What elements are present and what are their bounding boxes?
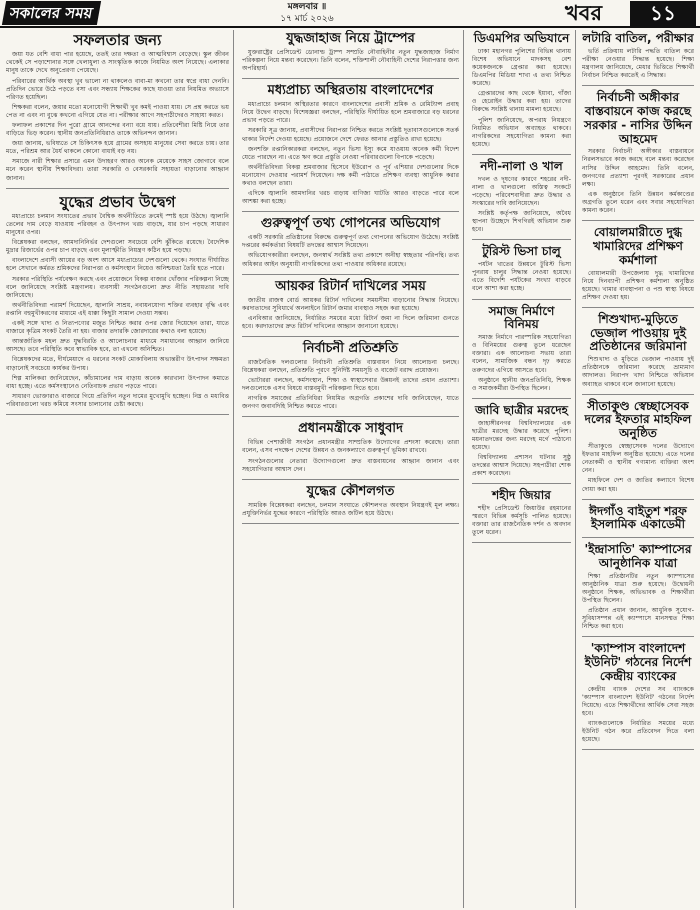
- article-paragraph: নাগরিক সমাজের প্রতিনিধিরা নিয়মিত অগ্রগতি প্রকাশের দাবি জানিয়েছেন, যাতে জনগণ জবাবদিহি নিশ্চিত করতে পারে।: [242, 395, 459, 411]
- article-headline: 'ক্যাম্পাস বাংলাদেশ ইউনিট' গঠনের নির্দেশ কেন্দ্রীয় ব্যাংকের: [584, 641, 692, 684]
- article-paragraph: ঢাকা মহানগর পুলিশের বিভিন্ন থানায় বিশেষ অভিযানে মাদকসহ বেশ কয়েকজনকে গ্রেপ্তার করা হয়েছে। ডিএমপির মিডিয়া শাখা এ তথ্য নিশ্চিত করেছে।: [472, 47, 571, 88]
- article-paragraph: ফলাফল প্রকাশের দিন পুরো গ্রামে আনন্দের বন্যা বয়ে যায়। প্রতিবেশীরা মিষ্টি নিয়ে তার বাড়িতে ভিড় করেন। স্থানীয় জনপ্রতিনিধিরাও তাকে অভিনন্দন জানান।: [6, 122, 229, 138]
- issue-day: মঙ্গলবার ॥: [287, 2, 327, 12]
- article-paragraph: শিল্প মালিকরা জানিয়েছেন, কাঁচামালের দাম বাড়ায় অনেক কারখানা উৎপাদন কমাতে বাধ্য হচ্ছে। এতে কর্মসংস্থানেও নেতিবাচক প্রভাব পড়তে পারে।: [6, 374, 229, 390]
- article-headline: যুদ্ধের প্রভাব উদ্বেগ: [59, 192, 176, 211]
- article-body: [472, 48, 571, 149]
- article-paragraph: আন্তর্জাতিক মহল দ্রুত যুদ্ধবিরতি ও আলোচনার মাধ্যমে সমাধানের আহ্বান জানিয়ে আসছে। তবে পরিস্থিতি কবে স্বাভাবিক হবে, তা এখনো অনিশ্চিত।: [6, 338, 229, 354]
- article: [582, 640, 694, 750]
- article-paragraph: জাতীয় রাজস্ব বোর্ড আয়কর রিটার্ন দাখিলের সময়সীমা বাড়ানোর সিদ্ধান্ত নিয়েছে। করদাতাদের সুবিধার্থে অনলাইনে রিটার্ন জমার ব্যবস্থাও সহজ করা হয়েছে।: [242, 296, 459, 312]
- article: [582, 503, 694, 539]
- article-paragraph: সংশ্লিষ্ট কর্তৃপক্ষ জানিয়েছে, অবৈধ স্থাপনা উচ্ছেদে শিগগিরই অভিযান শুরু হবে।: [472, 210, 571, 234]
- article: [6, 30, 229, 189]
- article: [582, 398, 694, 500]
- article-paragraph: শিশুখাদ্য ও মুড়িতে ভেজাল পাওয়ায় দুই প্রতিষ্ঠানকে জরিমানা করেছে ভ্রাম্যমাণ আদালত। নিরাপদ খাদ্য নিশ্চিতে অভিযান অব্যাহত থাকবে বলে জানানো হয়েছে।: [582, 356, 694, 388]
- article: [472, 243, 571, 299]
- article-paragraph: সমাজে নারী শিক্ষার প্রসারে এমন উদাহরণ আরও অনেক মেয়েকে সাহস জোগাবে বলে মনে করেন স্থানীয় শিক্ষাবিদরা। তারা সরকারি ও বেসরকারি সহায়তা বাড়ানোর আহ্বান জানান।: [6, 158, 229, 182]
- article: [242, 215, 459, 274]
- article-paragraph: দখল ও দূষণের কারণে শহরের নদী-নালা ও খালগুলো অস্তিত্ব সংকটে পড়েছে। পরিবেশবাদীরা দ্রুত উদ্ধার ও সংস্কারের দাবি জানিয়েছেন।: [472, 175, 571, 207]
- article-body: [582, 148, 694, 215]
- article-paragraph: রাজনৈতিক দলগুলোর নির্বাচনী প্রতিশ্রুতি বাস্তবায়ন নিয়ে আলোচনা চলছে। বিশ্লেষকরা বলছেন, প্রতিশ্রুতি পূরণে সুনির্দিষ্ট সময়সূচি ও বাজেট বরাদ্দ প্রয়োজন।: [242, 358, 459, 374]
- article-headline: যুদ্ধের কৌশলগত: [306, 483, 395, 499]
- article-body: [242, 297, 459, 331]
- article-paragraph: শহীদ প্রেসিডেন্ট জিয়াউর রহমানের স্মরণে বিভিন্ন কর্মসূচি পালিত হয়েছে। বক্তারা তার রাজনৈতিক দর্শন ও অবদান তুলে ধরেন।: [472, 505, 571, 537]
- article-body: [242, 359, 459, 412]
- article-paragraph: সীতাকুণ্ডে স্বেচ্ছাসেবক দলের উদ্যোগে ইফতার মাহফিল অনুষ্ঠিত হয়েছে। এতে দলের নেতাকর্মী ও স্থানীয় গণ্যমান্য ব্যক্তিরা অংশ নেন।: [582, 443, 694, 475]
- article-paragraph: সাধারণ ভোক্তারাও বাজারে গিয়ে প্রতিদিন নতুন দামের মুখোমুখি হচ্ছেন। নিম্ন ও মধ্যবিত্ত পরিবারগুলো খরচ কমিয়ে সংসার চালানোর চেষ্টা করছে।: [6, 392, 229, 408]
- masthead: [0, 0, 700, 28]
- article-paragraph: অভিযোগকারীরা বলছেন, জনস্বার্থ সংশ্লিষ্ট তথ্য প্রকাশে অনীহা স্বচ্ছতার পরিপন্থি। তথ্য অধিকার আইন অনুযায়ী নাগরিকদের তথ্য পাওয়ার অধিকার রয়েছে।: [242, 252, 459, 268]
- article-paragraph: পুলিশ জানিয়েছে, অপরাধ নিয়ন্ত্রণে নিয়মিত অভিযান অব্যাহত থাকবে। নাগরিকদের সহযোগিতা কামনা করা হয়েছে।: [472, 116, 571, 148]
- article-body: [582, 48, 694, 80]
- article-body: [242, 234, 459, 268]
- article-headline: যুদ্ধজাহাজ নিয়ে ট্রাম্পের: [286, 31, 415, 46]
- article-headline: জাবি ছাত্রীর মরদেহ: [475, 402, 568, 417]
- article: [472, 487, 571, 543]
- article: [582, 541, 694, 637]
- section-name: খবর: [565, 0, 603, 25]
- article-paragraph: এদিকে জ্বালানি আমদানির খরচ বাড়ায় বাণিজ্য ঘাটতি আরও বাড়তে পারে বলে আশঙ্কা করা হচ্ছে।: [242, 190, 459, 206]
- article-body: [242, 439, 459, 473]
- article-body: [582, 270, 694, 302]
- article-paragraph: জাহাঙ্গীরনগর বিশ্ববিদ্যালয়ের এক ছাত্রীর মরদেহ উদ্ধার করেছে পুলিশ। ময়নাতদন্তের জন্য মরদেহ মর্গে পাঠানো হয়েছে।: [472, 419, 571, 451]
- article-paragraph: অর্থনীতিবিদরা বিকল্প শ্রমবাজার হিসেবে ইউরোপ ও পূর্ব এশিয়ার দেশগুলোর দিকে মনোযোগ দেওয়ার পরামর্শ দিয়েছেন। দক্ষ কর্মী পাঠাতে প্রশিক্ষণ ব্যবস্থা আধুনিক করার কথাও বলছেন তারা।: [242, 163, 459, 187]
- article-paragraph: শিক্ষকরা বলেন, জয়ার মতো মনোযোগী শিক্ষার্থী খুব কমই পাওয়া যায়। সে প্রশ্ন করতে ভয় পেত না এবং না বুঝে কখনো এগিয়ে যেত না। পরীক্ষার আগে সহপাঠীদেরও সাহায্য করত।: [6, 103, 229, 119]
- column-right: [578, 30, 698, 908]
- article-paragraph: বিশ্লেষকদের মতে, দীর্ঘমেয়াদে এ ধরনের সংকট মোকাবিলায় অভ্যন্তরীণ উৎপাদন সক্ষমতা বাড়ানোই সবচেয়ে কার্যকর উপায়।: [6, 356, 229, 372]
- article: [582, 224, 694, 308]
- article-paragraph: সরকারি সূত্র জানায়, প্রবাসীদের নিরাপত্তা নিশ্চিত করতে সংশ্লিষ্ট দূতাবাসগুলোকে সতর্ক থাকার নির্দেশ দেওয়া হয়েছে। প্রয়োজনে দেশে ফেরত আনার প্রস্তুতিও রাখা হয়েছে।: [242, 127, 459, 143]
- article-body: [472, 420, 571, 479]
- article-body: [582, 686, 694, 745]
- article-body: [472, 261, 571, 293]
- article: [582, 311, 694, 395]
- article-headline: নদী-নালা ও খাল: [480, 158, 563, 173]
- article-paragraph: মধ্যপ্রাচ্যে চলমান সংঘাতের প্রভাব বৈশ্বিক অর্থনীতিতে ক্রমেই স্পষ্ট হয়ে উঠছে। জ্বালানি তেলের দাম বেড়ে যাওয়ায় পরিবহন ও উৎপাদন খরচ বাড়ছে, যার চাপ পড়ছে সাধারণ মানুষের ওপর।: [6, 212, 229, 237]
- article: [472, 30, 571, 155]
- article-paragraph: সরকার পরিস্থিতি পর্যবেক্ষণ করছে এবং প্রয়োজনে বিকল্প বাজার খোঁজার পরিকল্পনা নিচ্ছে বলে জানিয়েছে সংশ্লিষ্ট মন্ত্রণালয়। ব্যবসায়ী সংগঠনগুলো দ্রুত নীতি সহায়তার দাবি জানিয়েছে।: [6, 275, 229, 299]
- article-body: [242, 502, 459, 518]
- article-paragraph: মধ্যপ্রাচ্যে চলমান অস্থিরতার কারণে বাংলাদেশের প্রবাসী শ্রমিক ও রেমিট্যান্স প্রবাহ নিয়ে উদ্বেগ বাড়ছে। বিশেষজ্ঞরা বলছেন, পরিস্থিতি দীর্ঘায়িত হলে শ্রমবাজারে বড় ধরনের প্রভাব পড়তে পারে।: [242, 101, 459, 125]
- article-headline: নির্বাচনী প্রতিশ্রুতি: [303, 340, 398, 356]
- article-paragraph: শিক্ষা প্রতিষ্ঠানটির নতুন ক্যাম্পাসের আনুষ্ঠানিক যাত্রা শুরু হয়েছে। উদ্বোধনী অনুষ্ঠানে শিক্ষক, অভিভাবক ও শিক্ষার্থীরা উপস্থিত ছিলেন।: [582, 572, 694, 605]
- column-middle: [238, 30, 464, 908]
- article-body: [582, 356, 694, 388]
- article-paragraph: একটি সরকারি প্রতিষ্ঠানের বিরুদ্ধে গুরুত্বপূর্ণ তথ্য গোপনের অভিযোগ উঠেছে। সংশ্লিষ্ট দপ্তরের কর্মকর্তারা বিষয়টি তদন্তের আশ্বাস দিয়েছেন।: [242, 234, 459, 250]
- article-paragraph: সরকার নির্বাচনী অঙ্গীকার বাস্তবায়নে নিরলসভাবে কাজ করছে বলে মন্তব্য করেছেন নাসির উদ্দিন আহমেদ। তিনি বলেন, জনগণের প্রত্যাশা পূরণই সরকারের প্রধান লক্ষ্য।: [582, 148, 694, 188]
- article-headline: ডিএমপির অভিযানে: [473, 31, 570, 45]
- article-paragraph: জনশক্তি রপ্তানিকারকরা বলছেন, নতুন ভিসা ইস্যু কমে যাওয়ায় অনেক কর্মী বিদেশ যেতে পারছেন না। এতে ঋণ করে প্রস্তুতি নেওয়া পরিবারগুলো বিপাকে পড়েছে।: [242, 145, 459, 161]
- article-paragraph: পর্যটন খাতের উন্নয়নে টুরিস্ট ভিসা পুনরায় চালুর সিদ্ধান্ত নেওয়া হয়েছে। এতে বিদেশি পর্যটকের সংখ্যা বাড়বে বলে আশা করা হচ্ছে।: [472, 261, 571, 293]
- article-paragraph: বাংলাদেশে প্রবাসী আয়ের বড় অংশ আসে মধ্যপ্রাচ্যের দেশগুলো থেকে। সংঘাত দীর্ঘায়িত হলে সেখানে কর্মরত শ্রমিকদের নিরাপত্তা ও কর্মসংস্থান নিয়েও অনিশ্চয়তা তৈরি হতে পারে।: [6, 257, 229, 273]
- article-paragraph: মাহফিলে দেশ ও জাতির কল্যাণে বিশেষ দোয়া করা হয়।: [582, 477, 694, 493]
- article-paragraph: একই সঙ্গে খাদ্য ও নিত্যপণ্যের মজুত নিশ্চিত করার ওপর জোর দিয়েছেন তারা, যাতে বাজারে কৃত্রিম সংকট তৈরি না হয়। বাজার তদারকি জোরদারের কথাও বলা হয়েছে।: [6, 320, 229, 336]
- article: [242, 340, 459, 418]
- article: [242, 30, 459, 79]
- article-paragraph: এক অনুষ্ঠানে তিনি উন্নয়ন কর্মকাণ্ডের অগ্রগতি তুলে ধরেন এবং সবার সহযোগিতা কামনা করেন।: [582, 190, 694, 215]
- article-paragraph: অর্থনীতিবিদরা পরামর্শ দিয়েছেন, জ্বালানি সাশ্রয়, নবায়নযোগ্য শক্তির ব্যবহার বৃদ্ধি এবং রপ্তানি বহুমুখীকরণের মাধ্যমে এই ধাক্কা কিছুটা সামাল দেওয়া সম্ভব।: [6, 301, 229, 317]
- article-headline: 'ইন্দ্রাসাতি' ক্যাম্পাসের আনুষ্ঠানিক যাত্রা: [584, 542, 692, 570]
- article: [242, 483, 459, 524]
- article-headline: মধ্যপ্রাচ্য অস্থিরতায় বাংলাদেশের: [267, 83, 434, 99]
- article-paragraph: পরিবারের আর্থিক অবস্থা খুব ভালো না থাকলেও বাবা-মা কখনো তার স্বপ্নে বাধা দেননি। প্রতিদিন ভোরে উঠে পড়তে বসা এবং সন্ধ্যায় শিক্ষকের কাছে যাওয়া তার নিয়মিত অভ্যাসে পরিণত হয়েছিল।: [6, 77, 229, 101]
- article-paragraph: অনুষ্ঠানে স্থানীয় জনপ্রতিনিধি, শিক্ষক ও সমাজকর্মীরা উপস্থিত ছিলেন।: [472, 376, 571, 392]
- article-body: [472, 505, 571, 537]
- article-headline: সীতাকুণ্ড স্বেচ্ছাসেবক দলের ইফতার মাহফিল অনুষ্ঠিত: [584, 398, 692, 441]
- article-headline: ঈদগাঁও বাইতুশ শরফ ইসলামিক একাডেমী: [589, 503, 687, 532]
- article-paragraph: বিশ্লেষকরা বলছেন, আমদানিনির্ভর দেশগুলো সবচেয়ে বেশি ঝুঁকিতে রয়েছে। বৈদেশিক মুদ্রার রিজার্ভের ওপর চাপ বাড়ছে এবং মূল্যস্ফীতি নিয়ন্ত্রণ কঠিন হয়ে পড়ছে।: [6, 239, 229, 255]
- article: [472, 402, 571, 484]
- article: [242, 420, 459, 479]
- article-paragraph: গ্রেপ্তারদের কাছ থেকে ইয়াবা, গাঁজা ও হেরোইন উদ্ধার করা হয়। তাদের বিরুদ্ধে সংশ্লিষ্ট থানায় মামলা হয়েছে।: [472, 90, 571, 114]
- article-headline: গুরুত্বপূর্ণ তথ্য গোপনের অভিযোগ: [260, 216, 441, 232]
- article-paragraph: ভোটাররা বলছেন, কর্মসংস্থান, শিক্ষা ও স্বাস্থ্যসেবার উন্নয়নই তাদের প্রধান প্রত্যাশা। দলগুলোকে এসব বিষয়ে বাস্তবমুখী পরিকল্পনা দিতে হবে।: [242, 377, 459, 393]
- article-paragraph: বোয়ালমারী উপজেলায় দুগ্ধ খামারিদের নিয়ে দিনব্যাপী প্রশিক্ষণ কর্মশালা অনুষ্ঠিত হয়েছে। খামার ব্যবস্থাপনা ও পশু স্বাস্থ্য বিষয়ে প্রশিক্ষণ দেওয়া হয়।: [582, 269, 694, 301]
- article-headline: নির্বাচনী অঙ্গীকার বাস্তবায়নে কাজ করছে সরকার - নাসির উদ্দিন আহমেদ: [584, 90, 692, 146]
- article-headline: শিশুখাদ্য-মুড়িতে ভেজাল পাওয়ায় দুই প্রতিষ্ঠানের জরিমানা: [589, 311, 687, 354]
- article-paragraph: প্রতিষ্ঠান প্রধান জানান, আধুনিক সুযোগ-সুবিধাসম্পন্ন এই ক্যাম্পাসে মানসম্মত শিক্ষা নিশ্চিত করা হবে।: [582, 607, 694, 631]
- article-paragraph: এনবিআর জানিয়েছে, নির্ধারিত সময়ের মধ্যে রিটার্ন জমা না দিলে জরিমানা গুনতে হবে। করদাতাদের দ্রুত রিটার্ন দাখিলের আহ্বান জানানো হয়েছে।: [242, 314, 459, 330]
- article-paragraph: বিশ্ববিদ্যালয় প্রশাসন ঘটনার সুষ্ঠু তদন্তের আশ্বাস দিয়েছে। সহপাঠীরা শোক প্রকাশ করেছেন।: [472, 453, 571, 478]
- article-body: [242, 101, 459, 206]
- date-block: [232, 1, 382, 25]
- article-body: [6, 213, 229, 409]
- paper-name: সকালের সময়: [2, 1, 101, 25]
- article-body: [472, 334, 571, 393]
- article-body: [582, 573, 694, 632]
- article-paragraph: সংগঠনগুলোর নেতারা উদ্যোগগুলো দ্রুত বাস্তবায়নের আহ্বান জানান এবং সহযোগিতার আশ্বাস দেন।: [242, 457, 459, 473]
- article-headline: লটারি বাতিল, পরীক্ষার: [582, 31, 694, 45]
- article-body: [242, 49, 459, 73]
- column-center: [468, 30, 576, 908]
- article-paragraph: সমাজ নির্মাণে পারস্পরিক সহযোগিতা ও বিনিময়ের গুরুত্ব তুলে ধরেছেন বক্তারা। এক আলোচনা সভায় তারা বলেন, সামাজিক বন্ধন দৃঢ় করতে তরুণদের এগিয়ে আসতে হবে।: [472, 334, 571, 374]
- article-paragraph: ব্যাংকগুলোকে নির্ধারিত সময়ের মধ্যে ইউনিট গঠন করে প্রতিবেদন দিতে বলা হয়েছে।: [582, 720, 694, 744]
- article-headline: বোয়ালমারীতে দুগ্ধ খামারিদের প্রশিক্ষণ কর্মশালা: [593, 225, 683, 267]
- article-paragraph: জয়া যত বেশি বাধা পার হয়েছে, ততই তার দক্ষতা ও আত্মবিশ্বাস বেড়েছে। স্কুল জীবন থেকেই সে পড়াশোনার সঙ্গে খেলাধুলা ও সাংস্কৃতিক কাজে নিয়মিত অংশ নিয়েছে। এলাকার মানুষ তাকে দেখে অনুপ্রেরণা পেয়েছে।: [6, 51, 229, 75]
- article: [242, 82, 459, 212]
- article-paragraph: জয়া জানায়, ভবিষ্যতে সে চিকিৎসক হয়ে গ্রামের অসহায় মানুষের সেবা করতে চায়। তার মতে, পরিশ্রম আর ধৈর্য থাকলে কোনো বাধাই বড় নয়।: [6, 140, 229, 156]
- issue-date: ১৭ মার্চ ২০২৬: [280, 14, 334, 24]
- article: [582, 30, 694, 86]
- column-left: [2, 30, 234, 908]
- article: [582, 89, 694, 221]
- article: [242, 278, 459, 337]
- article-body: [6, 51, 229, 182]
- article-body: [472, 176, 571, 235]
- article: [472, 158, 571, 240]
- article-body: [582, 443, 694, 494]
- article-paragraph: বিভিন্ন পেশাজীবী সংগঠন প্রধানমন্ত্রীর সাম্প্রতিক উদ্যোগের প্রশংসা করেছে। তারা বলেন, এসব পদক্ষেপ দেশের উন্নয়ন ও জনকল্যাণে গুরুত্বপূর্ণ ভূমিকা রাখবে।: [242, 439, 459, 455]
- article-headline: শহীদ জিয়ার: [492, 488, 551, 503]
- article-headline: সফলতার জন্য: [73, 31, 162, 49]
- page-number: ১১: [630, 1, 696, 26]
- article-paragraph: কেন্দ্রীয় ব্যাংক দেশের সব ব্যাংককে 'ক্যাম্পাস বাংলাদেশ ইউনিট' গঠনের নির্দেশ দিয়েছে। এতে শিক্ষার্থীদের আর্থিক সেবা সহজ হবে।: [582, 685, 694, 718]
- article: [6, 192, 229, 415]
- article-paragraph: যুক্তরাষ্ট্রের প্রেসিডেন্ট ডোনাল্ড ট্রাম্প সম্প্রতি নৌবাহিনীর নতুন যুদ্ধজাহাজ নির্মাণ পরিকল্পনা নিয়ে মন্তব্য করেছেন। তিনি বলেন, শক্তিশালী নৌবাহিনী দেশের নিরাপত্তার জন্য অপরিহার্য।: [242, 48, 459, 73]
- article-paragraph: সামরিক বিশ্লেষকরা বলছেন, চলমান সংঘাতে কৌশলগত অবস্থান নিয়ন্ত্রণই মূল লক্ষ্য। প্রযুক্তিনির্ভর যুদ্ধের কারণে পরিস্থিতি আরও জটিল হয়ে উঠছে।: [242, 501, 459, 517]
- article: [472, 303, 571, 399]
- article-headline: আয়কর রিটার্ন দাখিলের সময়: [275, 278, 426, 294]
- article-headline: প্রধানমন্ত্রীকে সাধুবাদ: [298, 421, 403, 437]
- article-headline: টুরিস্ট ভিসা চালু: [482, 244, 561, 259]
- article-paragraph: ভর্তি প্রক্রিয়ায় লটারি পদ্ধতি বাতিল করে পরীক্ষা নেওয়ার সিদ্ধান্ত হয়েছে। শিক্ষা মন্ত্রণালয় জানিয়েছে, মেধার ভিত্তিতে শিক্ষার্থী নির্বাচন নিশ্চিত করতেই এ সিদ্ধান্ত।: [582, 47, 694, 80]
- article-headline: সমাজ নির্মাণে বিনিময়: [488, 303, 555, 332]
